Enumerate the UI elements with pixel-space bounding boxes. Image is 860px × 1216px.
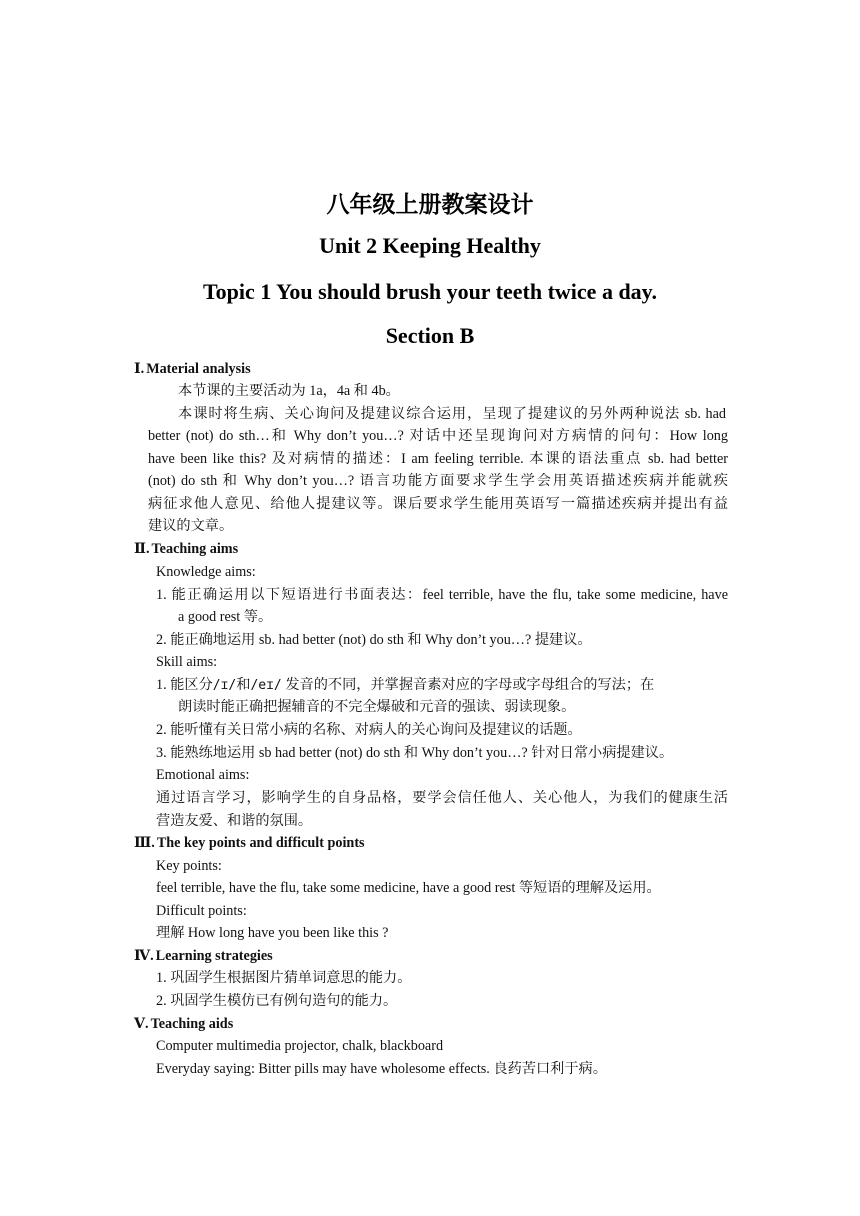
paragraph-line: have been like this? 及对病情的描述：I am feeling terrible. 本课的语法重点 sb. had better: [148, 451, 728, 467]
list-item-continuation: 朗读时能正确把握辅音的不完全爆破和元音的强读、弱读现象。: [178, 699, 576, 715]
list-item: 2. 巩固学生模仿已有例句造句的能力。: [156, 993, 398, 1009]
difficult-points-text: 理解 How long have you been like this ?: [156, 925, 389, 941]
section-title: Section B: [385, 323, 475, 348]
paragraph-line: 建议的文章。: [148, 518, 234, 534]
list-item: 2. 能听懂有关日常小病的名称、对病人的关心询问及提建议的话题。: [156, 722, 582, 738]
section-heading-teaching-aims: Ⅱ. Teaching aims: [134, 541, 239, 557]
paragraph-line: 病征求他人意见、给他人提建议等。课后要求学生能用英语写一篇描述疾病并提出有益: [148, 496, 728, 512]
paragraph-line: 通过语言学习，影响学生的自身品格，要学会信任他人、关心他人，为我们的健康生活: [156, 790, 728, 806]
phonetic-symbol: /eɪ/: [250, 678, 282, 693]
skill-aims-label: Skill aims:: [156, 654, 218, 670]
list-item-continuation: a good rest 等。: [178, 609, 273, 625]
list-item: 3. 能熟练地运用 sb had better (not) do sth 和 Why don’t you…? 针对日常小病提建议。: [156, 745, 674, 761]
paragraph-line: (not) do sth 和 Why don’t you…? 语言功能方面要求学生学会用英语描述疾病并能就疾: [148, 473, 728, 489]
paragraph-main-activities: 本节课的主要活动为 1a，4a 和 4b。: [178, 383, 400, 399]
paragraph-line: 本课时将生病、关心询问及提建议综合运用，呈现了提建议的另外两种说法 sb. had: [178, 406, 726, 422]
section-heading-learning-strategies: Ⅳ. Learning strategies: [134, 948, 273, 964]
key-points-label: Key points:: [156, 858, 222, 874]
paragraph-line: 营造友爱、和谐的氛围。: [156, 813, 313, 829]
difficult-points-label: Difficult points:: [156, 903, 247, 919]
section-heading-material-analysis: Ⅰ. Material analysis: [134, 361, 251, 377]
paragraph-line: better (not) do sth…和 Why don’t you…? 对话中还呈现询问对方病情的问句：How long: [148, 428, 728, 444]
list-item: 1. 巩固学生根据图片猜单词意思的能力。: [156, 970, 412, 986]
everyday-saying: Everyday saying: Bitter pills may have wholesome effects. 良药苦口利于病。: [156, 1061, 607, 1077]
section-heading-teaching-aids: Ⅴ. Teaching aids: [134, 1016, 234, 1032]
list-item: 1. 能正确运用以下短语进行书面表达：feel terrible, have the flu, take some medicine, have: [156, 587, 728, 603]
unit-title: Unit 2 Keeping Healthy: [319, 233, 541, 258]
section-heading-key-points: Ⅲ. The key points and difficult points: [134, 835, 365, 851]
list-item: 1. 能区分/ɪ/和/eɪ/ 发音的不同，并掌握音素对应的字母或字母组合的写法；在: [156, 677, 655, 693]
topic-title: Topic 1 You should brush your teeth twice a day.: [203, 279, 657, 304]
chinese-title: 八年级上册教案设计: [326, 192, 534, 217]
teaching-aids-text: Computer multimedia projector, chalk, blackboard: [156, 1038, 444, 1054]
knowledge-aims-label: Knowledge aims:: [156, 564, 256, 580]
list-item: 2. 能正确地运用 sb. had better (not) do sth 和 Why don’t you…? 提建议。: [156, 632, 592, 648]
key-points-text: feel terrible, have the flu, take some medicine, have a good rest 等短语的理解及运用。: [156, 880, 661, 896]
emotional-aims-label: Emotional aims:: [156, 767, 250, 783]
phonetic-symbol: /ɪ/: [212, 678, 237, 693]
